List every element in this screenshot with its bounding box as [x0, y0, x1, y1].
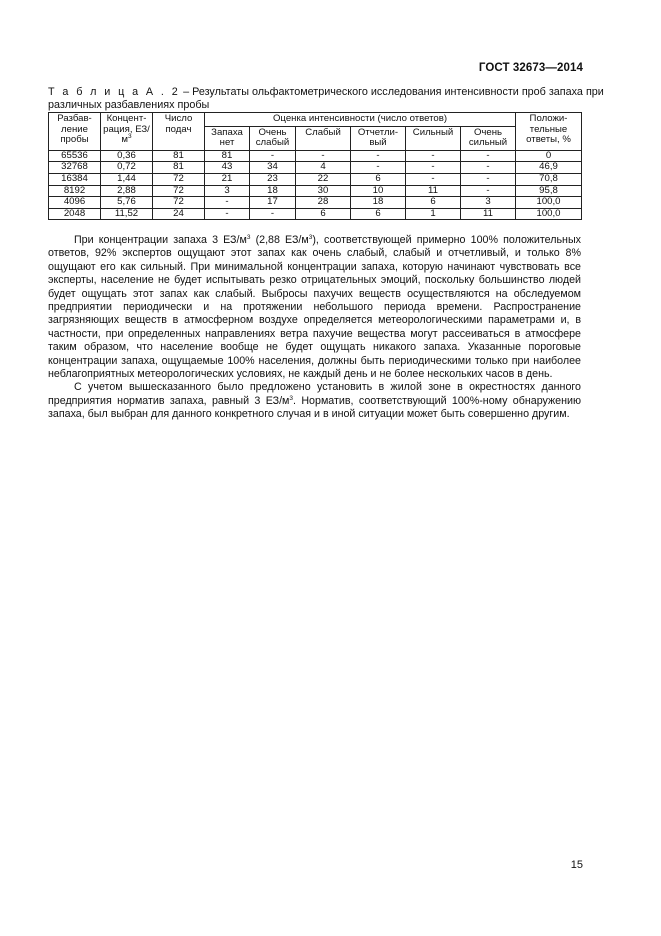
- cell: -: [296, 150, 351, 162]
- header-sub-none: Запаха нет: [205, 126, 250, 150]
- table-row: [49, 173, 582, 185]
- cell: 0: [516, 150, 582, 162]
- cell: 95,8: [516, 185, 582, 197]
- cell: 11: [406, 185, 461, 197]
- cell: 6: [351, 208, 406, 220]
- header-sub-very-strong: Очень сильный: [461, 126, 516, 150]
- cell: -: [250, 208, 296, 220]
- cell: 8192: [49, 185, 101, 197]
- cell: 4096: [49, 197, 101, 209]
- cell: -: [205, 197, 250, 209]
- cell: -: [205, 208, 250, 220]
- cell: 6: [351, 173, 406, 185]
- cell: 1: [406, 208, 461, 220]
- cell: 100,0: [516, 208, 582, 220]
- table-row: [49, 208, 582, 220]
- cell: -: [406, 150, 461, 162]
- paragraph-1: [48, 234, 581, 381]
- cell: 81: [153, 162, 205, 174]
- cell: 70,8: [516, 173, 582, 185]
- cell: 72: [153, 173, 205, 185]
- results-table: [48, 112, 582, 220]
- cell: 17: [250, 197, 296, 209]
- cell: 6: [406, 197, 461, 209]
- cell: 81: [153, 150, 205, 162]
- table-row: [49, 197, 582, 209]
- cell: 2048: [49, 208, 101, 220]
- header-sub-very-weak: Очень слабый: [250, 126, 296, 150]
- paragraph-1-sup1: 3: [246, 234, 251, 241]
- cell: 28: [296, 197, 351, 209]
- paragraph-2-b: . Норматив, соответствующий 100%-ному обнаружению запаха, был выбран для данного конкретного случая и в иной ситуации может быть совершенно другим.: [48, 394, 581, 421]
- table-row: [49, 185, 582, 197]
- cell: 10: [351, 185, 406, 197]
- header-positive: Положи-тельные ответы, %: [516, 113, 582, 151]
- paragraph-2-a: С учетом вышесказанного было предложено установить в жилой зоне в окрестностях данного предприятия норматив запаха, равный 3 ЕЗ/м: [48, 381, 581, 407]
- cell: 72: [153, 197, 205, 209]
- header-sub-strong: Сильный: [406, 126, 461, 150]
- cell: 0,72: [101, 162, 153, 174]
- cell: 1,44: [101, 173, 153, 185]
- cell: 6: [296, 208, 351, 220]
- cell: -: [406, 173, 461, 185]
- cell: 21: [205, 173, 250, 185]
- cell: -: [406, 162, 461, 174]
- cell: 18: [250, 185, 296, 197]
- header-dilution: Разбав-ление пробы: [49, 113, 101, 151]
- cell: 30: [296, 185, 351, 197]
- document-code: ГОСТ 32673—2014: [478, 62, 583, 74]
- table-caption: [48, 86, 608, 111]
- table-caption-label: Т а б л и ц а А . 2: [48, 86, 181, 98]
- table-caption-text: – Результаты ольфактометрического исследования интенсивности проб запаха при различных разбавлениях пробы: [48, 86, 604, 111]
- paragraph-1-a: При концентрации запаха 3 ЕЗ/м: [74, 234, 247, 246]
- cell: 34: [250, 162, 296, 174]
- cell: 11,52: [101, 208, 153, 220]
- cell: 0,36: [101, 150, 153, 162]
- cell: 4: [296, 162, 351, 174]
- header-sub-weak: Слабый: [296, 126, 351, 150]
- page-number: 15: [570, 859, 583, 871]
- paragraph-2: [48, 381, 581, 421]
- cell: 18: [351, 197, 406, 209]
- cell: 22: [296, 173, 351, 185]
- cell: 5,76: [101, 197, 153, 209]
- paragraph-2-sup: 3: [289, 394, 294, 402]
- cell: 16384: [49, 173, 101, 185]
- cell: -: [250, 150, 296, 162]
- paragraph-1-sup2: 3: [308, 234, 313, 241]
- header-concentration: [101, 113, 153, 151]
- cell: -: [461, 162, 516, 174]
- cell: 23: [250, 173, 296, 185]
- cell: 24: [153, 208, 205, 220]
- header-count: Число подач: [153, 113, 205, 151]
- cell: 100,0: [516, 197, 582, 209]
- cell: 65536: [49, 150, 101, 162]
- cell: 2,88: [101, 185, 153, 197]
- table-row: [49, 150, 582, 162]
- header-concentration-sup: 3: [127, 133, 132, 141]
- cell: 11: [461, 208, 516, 220]
- body-text: [48, 234, 581, 422]
- cell: 3: [205, 185, 250, 197]
- table-row: [49, 162, 582, 174]
- paragraph-1-b: (2,88 ЕЗ/м: [250, 234, 309, 246]
- cell: 43: [205, 162, 250, 174]
- cell: -: [351, 150, 406, 162]
- header-sub-distinct: Отчетли-вый: [351, 126, 406, 150]
- cell: -: [461, 185, 516, 197]
- cell: -: [461, 150, 516, 162]
- header-intensity-group: Оценка интенсивности (число ответов): [205, 113, 516, 127]
- cell: 81: [205, 150, 250, 162]
- header-concentration-text: Концент-рация, ЕЗ/м: [103, 113, 150, 146]
- cell: 72: [153, 185, 205, 197]
- cell: 46,9: [516, 162, 582, 174]
- cell: -: [351, 162, 406, 174]
- cell: -: [461, 173, 516, 185]
- cell: 3: [461, 197, 516, 209]
- cell: 32768: [49, 162, 101, 174]
- paragraph-1-c: ), соответствующей примерно 100% положительных ответов, 92% экспертов ощущают этот запах как очень слабый, слабый и отчетливый, и только 8% ощущают его как сильный. При минимальной концентрации запаха, которую начинают чувствовать все эксперты, население не будет испытывать резко отрицательных эмоций, поскольку большинство людей будет ощущать этот запах как слабый. Выбросы пахучих веществ осуществляются на обследуемом предприятии периодически и на протяжении небольшого периода времени. Распространение загрязняющих веществ в атмосферном воздухе определяется метеорологическими параметрами и, в частности, при определенных направлениях ветра пахучие вещества могут рассеиваться в атмосфере таким образом, что население вообще не будет ощущать никакого запаха. Указанные пороговые концентрации запаха, ощущаемые 100% населения, должны быть периодическими только при наиболее неблагоприятных метеорологических условиях, не каждый день и не более нескольких часов в день.: [48, 234, 581, 381]
